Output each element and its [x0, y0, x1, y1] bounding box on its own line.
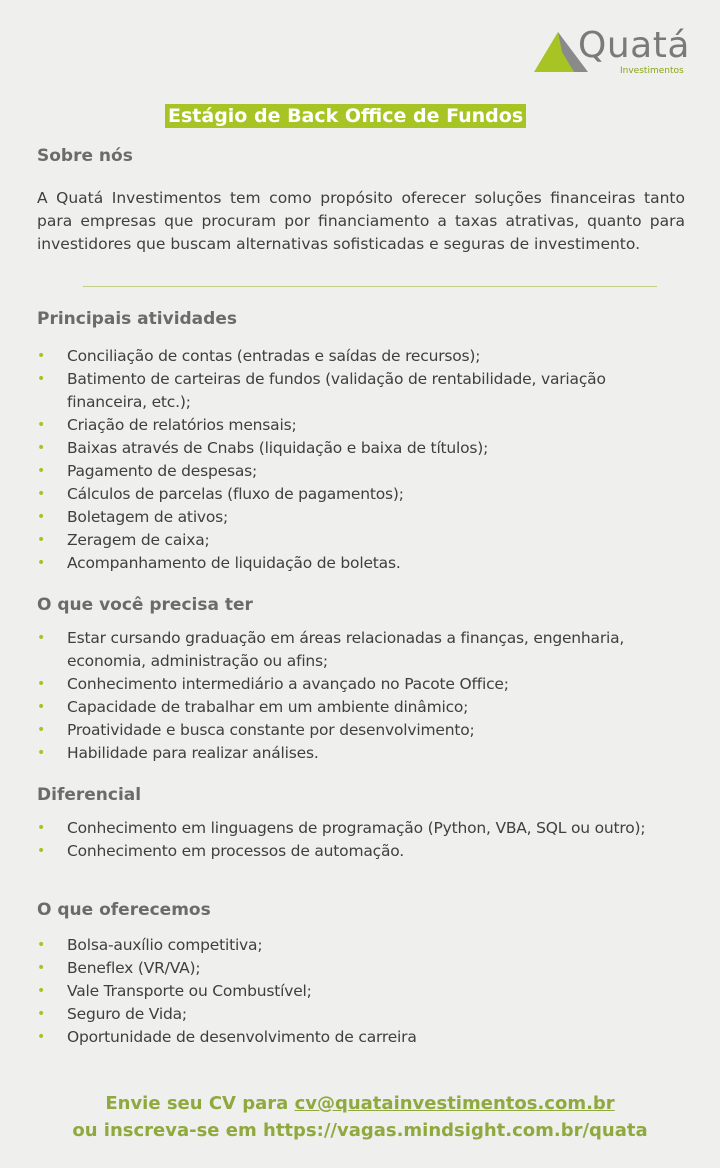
bullet-icon: •: [37, 722, 46, 738]
requirements-list: [37, 627, 687, 765]
list-item-text: Estar cursando graduação em áreas relacionadas a finanças, engenharia, economia, administração ou afins;: [67, 629, 625, 670]
list-item: [37, 673, 687, 696]
list-item-text: Acompanhamento de liquidação de boletas.: [67, 554, 401, 572]
bullet-icon: •: [37, 820, 46, 836]
list-item-text: Batimento de carteiras de fundos (validação de rentabilidade, variação financeira, etc.);: [67, 370, 606, 411]
list-item-text: Conciliação de contas (entradas e saídas de recursos);: [67, 347, 481, 365]
bullet-icon: •: [37, 463, 46, 479]
list-item-text: Conhecimento intermediário a avançado no Pacote Office;: [67, 675, 509, 693]
bullet-icon: •: [37, 555, 46, 571]
offer-list: [37, 934, 687, 1049]
list-item-text: Seguro de Vida;: [67, 1005, 187, 1023]
bullet-icon: •: [37, 937, 46, 953]
footer-line-1: [0, 1090, 720, 1117]
requirements-section: [37, 594, 687, 765]
list-item-text: Proatividade e busca constante por desenvolvimento;: [67, 721, 475, 739]
bullet-icon: •: [37, 745, 46, 761]
list-item-text: Beneflex (VR/VA);: [67, 959, 201, 977]
bullet-icon: •: [37, 1029, 46, 1045]
about-section: [37, 145, 687, 256]
list-item-text: Criação de relatórios mensais;: [67, 416, 297, 434]
list-item: [37, 742, 687, 765]
bullet-icon: •: [37, 509, 46, 525]
offer-section: [37, 899, 687, 1049]
list-item: [37, 506, 687, 529]
list-item: [37, 719, 687, 742]
list-item: [37, 696, 687, 719]
requirements-heading: O que você precisa ter: [37, 595, 253, 615]
footer-cta: [0, 1090, 720, 1144]
bullet-icon: •: [37, 417, 46, 433]
logo-subtitle: Investimentos: [620, 66, 684, 76]
footer-prefix: Envie seu CV para: [105, 1093, 295, 1114]
company-logo: [532, 25, 702, 80]
list-item: [37, 934, 687, 957]
list-item-text: Cálculos de parcelas (fluxo de pagamentos);: [67, 485, 404, 503]
job-title: Estágio de Back Office de Fundos: [165, 104, 526, 128]
list-item: [37, 817, 687, 840]
list-item-text: Habilidade para realizar análises.: [67, 744, 319, 762]
bullet-icon: •: [37, 676, 46, 692]
list-item: [37, 414, 687, 437]
bullet-icon: •: [37, 983, 46, 999]
bullet-icon: •: [37, 1006, 46, 1022]
email-link[interactable]: cv@quatainvestimentos.com.br: [294, 1093, 615, 1114]
list-item: [37, 460, 687, 483]
list-item: [37, 368, 687, 414]
list-item-text: Zeragem de caixa;: [67, 531, 210, 549]
list-item: [37, 437, 687, 460]
list-item-text: Oportunidade de desenvolvimento de carreira: [67, 1028, 417, 1046]
list-item-text: Capacidade de trabalhar em um ambiente dinâmico;: [67, 698, 469, 716]
bullet-icon: •: [37, 348, 46, 364]
list-item-text: Baixas através de Cnabs (liquidação e baixa de títulos);: [67, 439, 489, 457]
list-item: [37, 980, 687, 1003]
list-item: [37, 552, 687, 575]
list-item-text: Conhecimento em linguagens de programação (Python, VBA, SQL ou outro);: [67, 819, 646, 837]
list-item: [37, 627, 687, 673]
list-item: [37, 957, 687, 980]
list-item-text: Vale Transporte ou Combustível;: [67, 982, 312, 1000]
about-heading: Sobre nós: [37, 146, 133, 166]
activities-section: [37, 308, 687, 575]
list-item: [37, 840, 687, 863]
bullet-icon: •: [37, 486, 46, 502]
list-item-text: Pagamento de despesas;: [67, 462, 258, 480]
list-item: [37, 345, 687, 368]
bullet-icon: •: [37, 371, 46, 387]
list-item-text: Boletagem de ativos;: [67, 508, 229, 526]
differential-list: [37, 817, 687, 863]
bullet-icon: •: [37, 440, 46, 456]
list-item: [37, 1003, 687, 1026]
footer-line-2[interactable]: ou inscreva-se em https://vagas.mindsight.com.br/quata: [72, 1120, 648, 1141]
differential-heading: Diferencial: [37, 785, 142, 805]
list-item: [37, 1026, 687, 1049]
logo-name: Quatá: [578, 25, 690, 66]
list-item-text: Conhecimento em processos de automação.: [67, 842, 405, 860]
bullet-icon: •: [37, 630, 46, 646]
list-item: [37, 483, 687, 506]
list-item-text: Bolsa-auxílio competitiva;: [67, 936, 263, 954]
activities-heading: Principais atividades: [37, 309, 237, 329]
activities-list: [37, 345, 687, 575]
bullet-icon: •: [37, 843, 46, 859]
list-item: [37, 529, 687, 552]
section-divider: [83, 286, 657, 287]
about-text: A Quatá Investimentos tem como propósito oferecer soluções financeiras tanto para empresas que procuram por financiamento a taxas atrativas, quanto para investidores que buscam alternativas sofisticadas e seguras de investimento.: [37, 189, 685, 253]
bullet-icon: •: [37, 532, 46, 548]
bullet-icon: •: [37, 699, 46, 715]
bullet-icon: •: [37, 960, 46, 976]
differential-section: [37, 784, 687, 863]
offer-heading: O que oferecemos: [37, 900, 211, 920]
